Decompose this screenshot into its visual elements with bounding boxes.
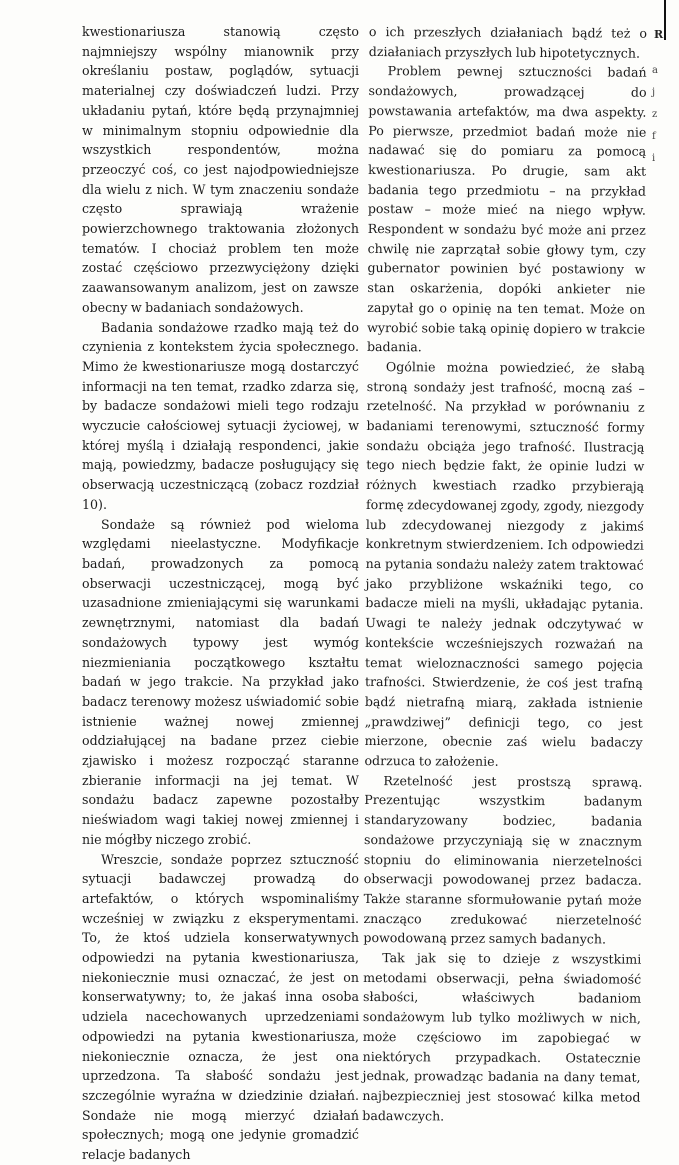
edge-letter: f bbox=[652, 131, 656, 142]
edge-letter: i bbox=[652, 153, 656, 164]
paragraph: Badania sondażowe rzadko mają też do czynienia z kontekstem życia społecznego. Mimo że kwestionariusze mogą dostarczyć informacji na ten temat, rzadko zdarza się, by badacze sondażowi mieli tego rodzaju wyczucie całościowej sytuacji życiowej, w której myślą i działają respondenci, jakie mają, powiedzmy, badacze posługujący się obserwacją uczestniczącą (zobacz rozdział 10). bbox=[82, 319, 359, 512]
paragraph: Sondaże są również pod wieloma względami nieelastyczne. Modyfikacje badań, prowadzonych za pomocą obserwacji uczestniczącej, mogą być uzasadnione zmieniającymi się warunkami zewnętrznymi, natomiast dla badań sondażowych typowy jest wymóg niezmieniania początkowego kształtu badań w jego trakcie. Na przykład jako badacz terenowy możesz uświadomić sobie istnienie ważnej nowej zmiennej oddziałującej na badane przez ciebie zjawisko i możesz rozpocząć staranne zbieranie informacji na jej temat. W sondażu badacz zapewne pozostałby nieświadom wagi takiej nowej zmiennej i nie mógłby niczego zrobić. bbox=[82, 516, 359, 847]
paragraph: Problem pewnej sztuczności badań sondażowych, prowadzącej do powstawania artefaktów, ma dwa aspekty. Po pierwsze, przedmiot badań może nie nadawać się do pomiaru za pomocą kwestionariusza. Po drugie, sam akt badania tego przedmiotu – na przykład postaw – może mieć na niego wpływ. Respondent w sondażu być może ani przez chwilę nie zaprzątał sobie głowy tym, czy gubernator powinien być postawiony w stan oskarżenia, dopóki ankieter nie zapytał go o opinię na ten temat. Może on wyrobić sobie taką opinię dopiero w trakcie badania. bbox=[366, 63, 647, 355]
page-edge-shadow bbox=[664, 0, 666, 40]
adjacent-page-mark: R bbox=[654, 28, 664, 41]
adjacent-page-fragment bbox=[652, 60, 668, 164]
paragraph: o ich przeszłych działaniach bądź też o działaniach przyszłych lub hipotetycznych. bbox=[368, 23, 647, 61]
paragraph: Ogólnie można powiedzieć, że słabą stroną sondaży jest trafność, mocną zaś – rzetelność. Na przykład w porównaniu z badaniami terenowymi, sztuczność formy sondażu obciąża jego trafność. Ilustracją tego niech będzie fakt, że opinie ludzi w różnych kwestiach rzadko przybierają formę zdecydowanej zgody, zgody, niezgody lub zdecydowanej niezgody z jakimś konkretnym stwierdzeniem. Ich odpowiedzi na pytania sondażu należy zatem traktować jako przybliżone wskaźniki tego, co badacze mieli na myśli, układając pytania. Uwagi te należy jednak odczytywać w kontekście wcześniejszych rozważań na temat wieloznaczności samego pojęcia trafności. Stwierdzenie, że coś jest trafną bądź nietrafną miarą, zakłada istnienie „prawdziwej” definicji tego, co jest mierzone, obecnie zaś wielu badaczy odrzuca to założenie. bbox=[364, 359, 645, 769]
paragraph: Rzetelność jest prostszą sprawą. Prezentując wszystkim badanym standaryzowany bodziec, badania sondażowe przyczyniają się w znacznym stopniu do eliminowania nierzetelności obserwacji powodowanej przez badacza. Także staranne sformułowanie pytań może znacząco zredukować nierzetelność powodowaną przez samych badanych. bbox=[363, 772, 643, 947]
paragraph: Tak jak się to dzieje z wszystkimi metodami obserwacji, pełna świadomość słabości, właściwych badaniom sondażowym lub tylko możliwych w nich, może częściowo im zapobiegać w niektórych przypadkach. Ostatecznie jednak, prowadząc badania na dany temat, najbezpieczniej jest stosować kilka metod badawczych. bbox=[362, 950, 642, 1124]
paragraph: kwestionariusza stanowią często najmniejszy wspólny mianownik przy określaniu postaw, poglądów, sytuacji materialnej czy doświadczeń ludzi. Przy układaniu pytań, które będą przynajmniej w minimalnym stopniu odpowiednie dla wszystkich respondentów, można przeoczyć coś, co jest najodpowiedniejsze dla wielu z nich. W tym znaczeniu sondaże często sprawiają wrażenie powierzchownego traktowania złożonych tematów. I chociaż problem ten może zostać częściowo przezwyciężony dzięki zaawansowanym analizom, jest on zawsze obecny w badaniach sondażowych. bbox=[82, 24, 359, 315]
edge-letter: z bbox=[652, 109, 658, 120]
left-text-column bbox=[82, 22, 359, 1165]
edge-letter: j bbox=[652, 87, 656, 98]
edge-letter: a bbox=[652, 65, 658, 76]
right-text-column bbox=[362, 22, 647, 1127]
paragraph: Wreszcie, sondaże poprzez sztuczność sytuacji badawczej prowadzą do artefaktów, o których wspominaliśmy wcześniej w związku z eksperymentami. To, że ktoś udziela konserwatywnych odpowiedzi na pytania kwestionariusza, niekoniecznie musi oznaczać, że jest on konserwatywny; to, że jakaś inna osoba udziela nacechowanych uprzedzeniami odpowiedzi na pytania kwestionariusza, niekoniecznie oznacza, że jest ona uprzedzona. Ta słabość sondażu jest szczególnie wyraźna w dziedzinie działań. Sondaże nie mogą mierzyć działań społecznych; mogą one jedynie gromadzić relacje badanych bbox=[82, 851, 359, 1163]
